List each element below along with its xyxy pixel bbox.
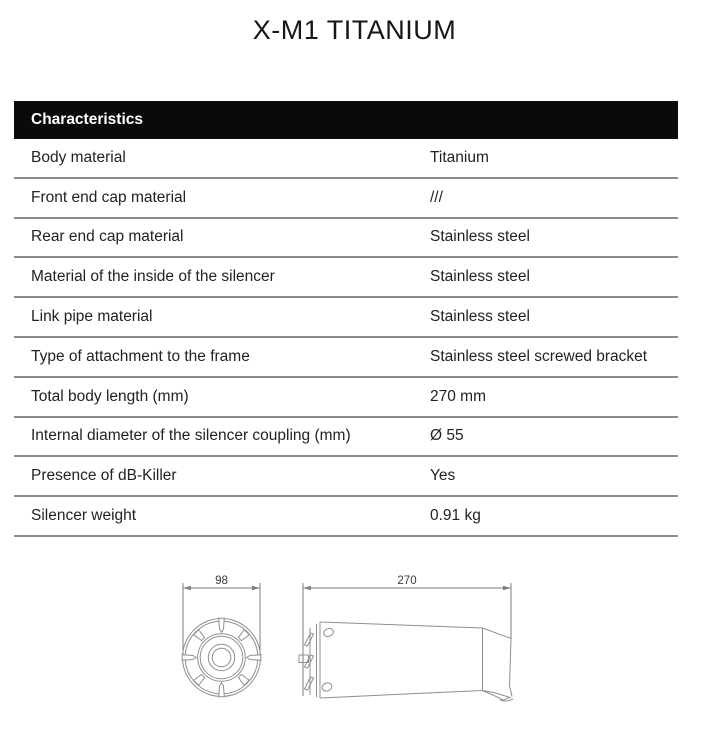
table-row <box>14 378 678 418</box>
row-value: Titanium <box>430 148 489 166</box>
row-value: Stainless steel screwed bracket <box>430 347 648 365</box>
front-view-diameter-dimension: 98 <box>215 575 228 587</box>
table-header <box>14 101 678 139</box>
table-row <box>14 258 678 298</box>
row-label: Link pipe material <box>31 308 153 326</box>
table-row <box>14 497 678 537</box>
table-row <box>14 179 678 219</box>
row-value: 0.91 kg <box>430 507 481 525</box>
table-row <box>14 418 678 458</box>
table-header-label: Characteristics <box>31 111 144 128</box>
technical-drawings <box>160 566 540 731</box>
front-view-drawing <box>182 575 261 697</box>
row-value: Ø 55 <box>430 427 464 445</box>
row-value: /// <box>430 188 443 206</box>
row-value: Yes <box>430 467 456 485</box>
row-label: Type of attachment to the frame <box>31 347 250 365</box>
row-label: Rear end cap material <box>31 228 184 246</box>
characteristics-table <box>14 101 678 537</box>
row-label: Front end cap material <box>31 188 187 206</box>
table-row <box>14 219 678 259</box>
row-label: Internal diameter of the silencer coupling (mm) <box>31 427 351 445</box>
table-row <box>14 139 678 179</box>
row-value: 270 mm <box>430 387 486 405</box>
side-view-drawing <box>299 575 513 701</box>
row-label: Presence of dB-Killer <box>31 467 177 485</box>
table-row <box>14 338 678 378</box>
table-row <box>14 457 678 497</box>
row-value: Stainless steel <box>430 228 530 246</box>
row-label: Material of the inside of the silencer <box>31 268 275 286</box>
page-title: X-M1 TITANIUM <box>252 15 457 45</box>
silencer-technical-drawing <box>160 566 540 726</box>
row-label: Total body length (mm) <box>31 387 189 405</box>
side-view-length-dimension: 270 <box>397 575 417 587</box>
row-value: Stainless steel <box>430 308 530 326</box>
row-value: Stainless steel <box>430 268 530 286</box>
row-label: Silencer weight <box>31 507 137 525</box>
table-row <box>14 298 678 338</box>
row-label: Body material <box>31 148 126 166</box>
